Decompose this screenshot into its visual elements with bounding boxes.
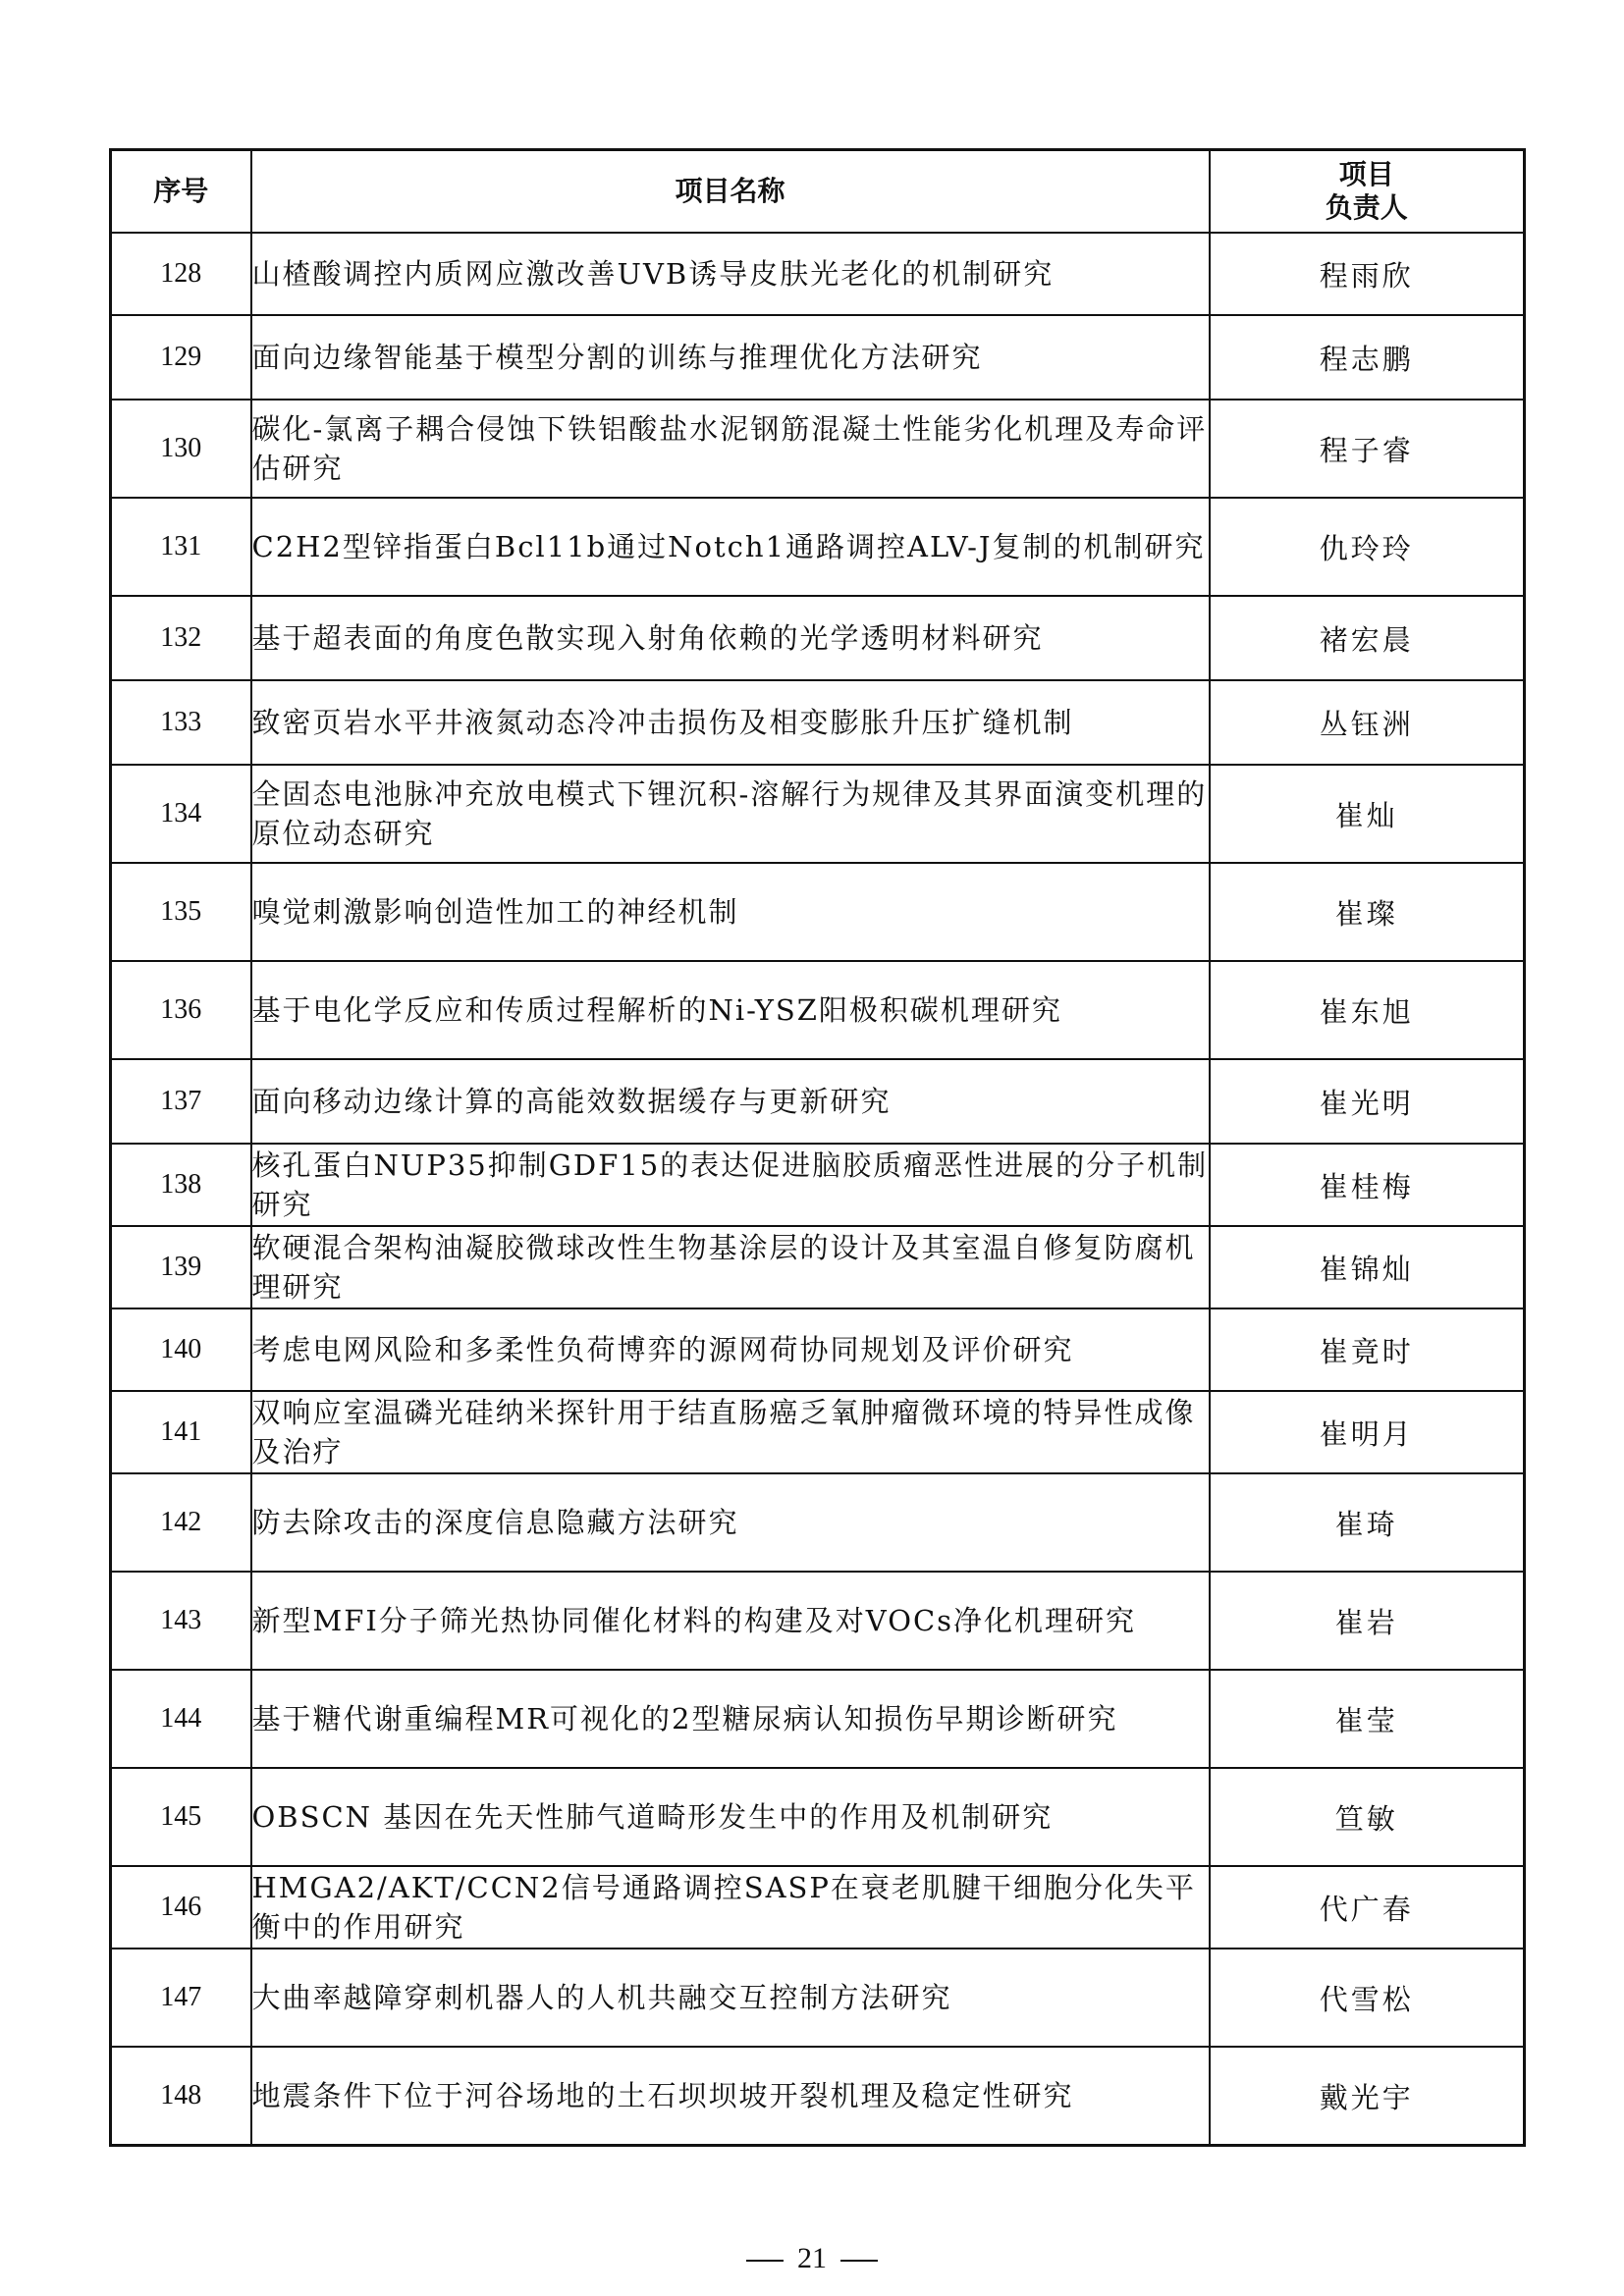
row-project-name: 防去除攻击的深度信息隐藏方法研究	[251, 1473, 1210, 1572]
row-project-lead: 崔桂梅	[1210, 1144, 1525, 1226]
row-number: 139	[111, 1226, 251, 1308]
row-project-name: 新型MFI分子筛光热协同催化材料的构建及对VOCs净化机理研究	[251, 1572, 1210, 1670]
row-project-lead: 崔东旭	[1210, 961, 1525, 1059]
row-project-lead: 崔明月	[1210, 1391, 1525, 1473]
table-row	[111, 1866, 1525, 1949]
table-row	[111, 1473, 1525, 1572]
row-project-name: 软硬混合架构油凝胶微球改性生物基涂层的设计及其室温自修复防腐机理研究	[251, 1226, 1210, 1308]
row-project-name: 全固态电池脉冲充放电模式下锂沉积-溶解行为规律及其界面演变机理的原位动态研究	[251, 765, 1210, 863]
footer-dash-right	[840, 2260, 878, 2262]
row-project-lead: 崔灿	[1210, 765, 1525, 863]
row-project-lead: 崔锦灿	[1210, 1226, 1525, 1308]
project-table	[109, 148, 1526, 2147]
row-project-lead: 仇玲玲	[1210, 498, 1525, 596]
row-project-lead: 戴光宇	[1210, 2047, 1525, 2146]
table-row	[111, 1949, 1525, 2047]
table-header-row	[111, 150, 1525, 234]
row-number: 144	[111, 1670, 251, 1768]
row-project-name: 基于糖代谢重编程MR可视化的2型糖尿病认知损伤早期诊断研究	[251, 1670, 1210, 1768]
row-project-name: 嗅觉刺激影响创造性加工的神经机制	[251, 863, 1210, 961]
table-row	[111, 765, 1525, 863]
page-number: 21	[797, 2242, 827, 2274]
row-project-lead: 崔琦	[1210, 1473, 1525, 1572]
header-lead-line2: 负责人	[1325, 191, 1408, 224]
table-row	[111, 1391, 1525, 1473]
row-number: 147	[111, 1949, 251, 2047]
row-number: 132	[111, 596, 251, 680]
table-row	[111, 596, 1525, 680]
row-number: 142	[111, 1473, 251, 1572]
row-project-name: 双响应室温磷光硅纳米探针用于结直肠癌乏氧肿瘤微环境的特异性成像及治疗	[251, 1391, 1210, 1473]
row-project-name: 考虑电网风险和多柔性负荷博弈的源网荷协同规划及评价研究	[251, 1308, 1210, 1391]
table-row	[111, 1226, 1525, 1308]
row-project-name: 基于超表面的角度色散实现入射角依赖的光学透明材料研究	[251, 596, 1210, 680]
row-project-lead: 程雨欣	[1210, 233, 1525, 315]
row-number: 135	[111, 863, 251, 961]
row-project-name: HMGA2/AKT/CCN2信号通路调控SASP在衰老肌腱干细胞分化失平衡中的作用研究	[251, 1866, 1210, 1949]
table-row	[111, 498, 1525, 596]
table-row	[111, 1059, 1525, 1144]
row-number: 134	[111, 765, 251, 863]
row-number: 146	[111, 1866, 251, 1949]
row-project-name: 山楂酸调控内质网应激改善UVB诱导皮肤光老化的机制研究	[251, 233, 1210, 315]
table-row	[111, 1308, 1525, 1391]
row-project-lead: 褚宏晨	[1210, 596, 1525, 680]
row-number: 148	[111, 2047, 251, 2146]
row-project-name: 地震条件下位于河谷场地的土石坝坝坡开裂机理及稳定性研究	[251, 2047, 1210, 2146]
page-footer	[0, 2242, 1624, 2275]
footer-dash-left	[746, 2260, 784, 2262]
header-lead-line1: 项目	[1338, 158, 1394, 190]
table-row	[111, 961, 1525, 1059]
row-number: 128	[111, 233, 251, 315]
row-project-lead: 丛钰洲	[1210, 680, 1525, 765]
table-row	[111, 400, 1525, 498]
table-row	[111, 680, 1525, 765]
table-row	[111, 1670, 1525, 1768]
row-number: 145	[111, 1768, 251, 1866]
header-number: 序号	[111, 150, 251, 234]
table-row	[111, 863, 1525, 961]
row-number: 137	[111, 1059, 251, 1144]
row-project-lead: 程子睿	[1210, 400, 1525, 498]
row-number: 143	[111, 1572, 251, 1670]
row-project-name: 核孔蛋白NUP35抑制GDF15的表达促进脑胶质瘤恶性进展的分子机制研究	[251, 1144, 1210, 1226]
table-row	[111, 233, 1525, 315]
header-project-name: 项目名称	[251, 150, 1210, 234]
row-project-name: 面向边缘智能基于模型分割的训练与推理优化方法研究	[251, 315, 1210, 400]
header-project-lead	[1210, 150, 1525, 234]
row-project-lead: 崔莹	[1210, 1670, 1525, 1768]
row-project-lead: 笪敏	[1210, 1768, 1525, 1866]
row-project-name: 面向移动边缘计算的高能效数据缓存与更新研究	[251, 1059, 1210, 1144]
row-project-name: 致密页岩水平井液氮动态冷冲击损伤及相变膨胀升压扩缝机制	[251, 680, 1210, 765]
row-project-lead: 代广春	[1210, 1866, 1525, 1949]
row-project-lead: 崔光明	[1210, 1059, 1525, 1144]
row-project-name: C2H2型锌指蛋白Bcl11b通过Notch1通路调控ALV-J复制的机制研究	[251, 498, 1210, 596]
row-project-lead: 代雪松	[1210, 1949, 1525, 2047]
row-number: 138	[111, 1144, 251, 1226]
row-number: 129	[111, 315, 251, 400]
row-project-lead: 崔岩	[1210, 1572, 1525, 1670]
table-row	[111, 1768, 1525, 1866]
row-project-lead: 崔竟时	[1210, 1308, 1525, 1391]
row-number: 136	[111, 961, 251, 1059]
row-project-name: 碳化-氯离子耦合侵蚀下铁铝酸盐水泥钢筋混凝土性能劣化机理及寿命评估研究	[251, 400, 1210, 498]
table-row	[111, 1144, 1525, 1226]
row-project-lead: 程志鹏	[1210, 315, 1525, 400]
table-row	[111, 1572, 1525, 1670]
row-number: 133	[111, 680, 251, 765]
row-number: 130	[111, 400, 251, 498]
table-row	[111, 2047, 1525, 2146]
row-project-lead: 崔璨	[1210, 863, 1525, 961]
row-number: 141	[111, 1391, 251, 1473]
row-project-name: 大曲率越障穿刺机器人的人机共融交互控制方法研究	[251, 1949, 1210, 2047]
row-number: 140	[111, 1308, 251, 1391]
row-project-name: OBSCN 基因在先天性肺气道畸形发生中的作用及机制研究	[251, 1768, 1210, 1866]
row-number: 131	[111, 498, 251, 596]
table-row	[111, 315, 1525, 400]
row-project-name: 基于电化学反应和传质过程解析的Ni-YSZ阳极积碳机理研究	[251, 961, 1210, 1059]
